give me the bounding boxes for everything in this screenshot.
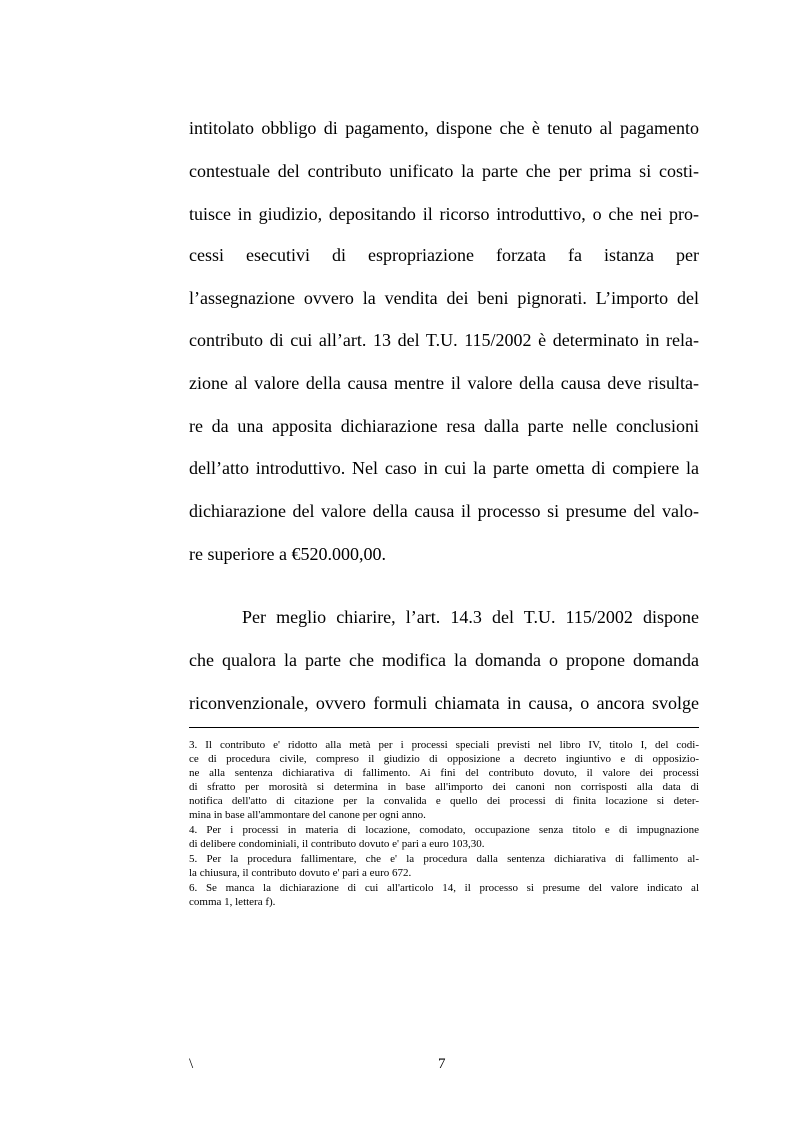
footnote-line: 6. Se manca la dichiarazione di cui all'articolo 14, il processo si presume del valore indicato al: [189, 882, 699, 894]
body-line: re superiore a €520.000,00.: [189, 544, 386, 564]
body-line: Per meglio chiarire, l’art. 14.3 del T.U. 115/2002 dispone: [242, 607, 699, 627]
footnote-line: di delibere condominiali, il contributo dovuto e' pari a euro 103,30.: [189, 838, 485, 850]
footnote-line: 3. Il contributo e' ridotto alla metà per i processi speciali previsti nel libro IV, titolo I, del codi-: [189, 739, 699, 751]
footnote-line: di sfratto per morosità si determina in base all'importo dei canoni non corrisposti alla data di: [189, 781, 699, 793]
footer-mark: \: [189, 1056, 194, 1072]
footnote-line: notifica dell'atto di citazione per la convalida e quello dei processi di finita locazione si deter-: [189, 795, 699, 807]
footnote-line: 4. Per i processi in materia di locazione, comodato, occupazione senza titolo e di impugnazione: [189, 824, 699, 836]
body-line: dell’atto introduttivo. Nel caso in cui la parte ometta di compiere la: [189, 458, 699, 478]
body-line: dichiarazione del valore della causa il processo si presume del valo-: [189, 501, 699, 521]
footnote-line: ne alla sentenza dichiarativa di fallimento. Ai fini del contributo dovuto, il valore dei processi: [189, 767, 699, 779]
body-line: cessi esecutivi di espropriazione forzata fa istanza per: [189, 245, 699, 265]
body-line: che qualora la parte che modifica la domanda o propone domanda: [189, 650, 699, 670]
body-line: contestuale del contributo unificato la parte che per prima si costi-: [189, 161, 699, 181]
body-line: riconvenzionale, ovvero formuli chiamata in causa, o ancora svolge: [189, 693, 699, 713]
footnote-line: mina in base all'ammontare del canone per ogni anno.: [189, 809, 426, 821]
body-line: l’assegnazione ovvero la vendita dei beni pignorati. L’importo del: [189, 288, 699, 308]
body-line: re da una apposita dichiarazione resa dalla parte nelle conclusioni: [189, 416, 699, 436]
footnote-line: 5. Per la procedura fallimentare, che e' la procedura dalla sentenza dichiarativa di fallimento al-: [189, 853, 699, 865]
body-line: contributo di cui all’art. 13 del T.U. 115/2002 è determinato in rela-: [189, 330, 699, 350]
body-line: intitolato obbligo di pagamento, dispone che è tenuto al pagamento: [189, 118, 699, 138]
footnote-line: ce di procedura civile, compreso il giudizio di opposizione a decreto ingiuntivo e di opposizio-: [189, 753, 699, 765]
body-line: tuisce in giudizio, depositando il ricorso introduttivo, o che nei pro-: [189, 204, 699, 224]
page-number: 7: [438, 1056, 446, 1072]
footnote-separator: [189, 727, 699, 728]
footnote-line: comma 1, lettera f).: [189, 896, 276, 908]
footnote-line: la chiusura, il contributo dovuto e' pari a euro 672.: [189, 867, 412, 879]
body-line: zione al valore della causa mentre il valore della causa deve risulta-: [189, 373, 699, 393]
